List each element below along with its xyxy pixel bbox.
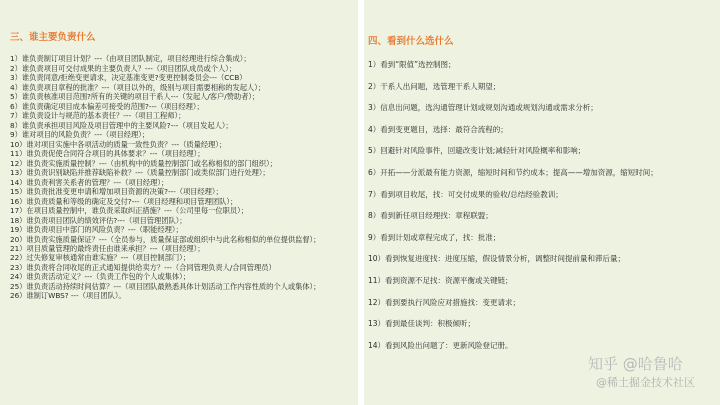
list-item: 21）项目质量管理的最终责任由谁来承担？---（项目经理）； [10,243,205,253]
watermark: 知乎 @哈鲁哈 [588,355,683,373]
right-heading: 四、看到什么选什么 [368,36,454,47]
list-item: 6）开拓——分派最有能力资源，缩短时间和节约成本；提高——增加资源，缩短时间； [368,167,658,177]
list-item: 16）谁负责质量和等级的确定及交付?---（项目经理和项目管理团队）； [10,196,238,206]
list-item: 5）回避针对风险事件，回避改变计划;减轻针对风险概率和影响； [368,146,586,156]
list-item: 12）谁负责实施质量控制？---（由机构中的质量控制部门或名称相似的部门组织）； [10,158,277,168]
list-item: 11）谁负责促使合同符合项目的具体要求？---（项目经理）； [10,149,205,158]
list-item: 2）谁负责项目可交付成果的主要负责人？---（项目团队成员或个人）； [10,63,237,73]
list-item: 14）看到风险出问题了：更新风险登记册。 [368,340,513,350]
list-item: 1）谁负责制订项目计划？---（由项目团队制定，项目经理进行综合集成）； [10,54,251,63]
list-item: 24）谁负责活动定义？---（负责工作包的个人或集体）； [10,272,190,282]
list-item: 2）干系人出问题，选管理干系人期望； [368,81,501,91]
watermark-sub: @稀土掘金技术社区 [596,376,695,389]
left-heading: 三、谁主要负责什么 [10,32,96,43]
list-item: 26）谁制订WBS? ---（项目团队）。 [10,291,126,301]
list-item: 3）谁负责同意/拒绝变更请求，决定基准变更?变更控制委员会---（CCB） [10,73,247,82]
list-item: 13）看到最佳谈判：积极倾听； [368,319,476,329]
list-item: 7）看到项目收尾，找：可交付成果的验收/总结经验教训； [368,189,563,199]
left-list [10,54,352,301]
list-item: 1）看到“限值”选控制图； [368,60,456,69]
list-item: 10）看到恢复进度找：进度压缩，假设情景分析，调整时间提前量和滞后量； [368,254,626,264]
list-item: 4）看到变更题目，选择：最符合流程的； [368,124,508,134]
list-item: 13）谁负责识别缺陷并推荐缺陷补救？---（质量控制部门或类似部门进行处理）； [10,168,270,177]
left-panel [0,0,358,405]
list-item: 20）谁负责实施质量保证？---（全员参与，质量保证部或组织中与此名称相似的单位提供监督）； [10,234,321,244]
list-item: 8）谁负责承担项目风险及项目管理中的主要风险?---（项目发起人）； [10,120,233,130]
list-item: 8）看到新任项目经理找：章程联盟； [368,211,493,221]
list-item: 9）谁对项目的风险负责？---（项目经理）； [10,130,150,139]
list-item: 14）谁负责利害关系者的管理？---（项目经理）； [10,177,169,187]
right-list [368,59,716,361]
list-item: 22）过失修复审核通常由谁实施？---（项目控制部门）； [10,253,190,263]
list-item: 12）看到要执行风险应对措施找：变更请求； [368,297,521,307]
list-item: 5）谁负责核准项目范围?所有的关键的项目干系人---（发起人/客户/赞助者）； [10,92,260,101]
list-item: 6）谁负责确定项目成本偏差可接受的范围?---（项目经理）； [10,101,204,111]
list-item: 4）谁负责项目章程的批准？---（项目以外的，级别与项目需要相称的发起人）； [10,82,266,92]
list-item: 19）谁负责项目中部门的风险负责？---（职能经理）； [10,225,183,234]
list-item: 7）谁负责设计与规范的基本责任？---（项目工程师）； [10,111,186,120]
list-item: 17）在项目质量控制中，谁负责采取纠正措施？---（公司里每一位职员）； [10,206,248,215]
list-item: 18）谁负责项目团队的绩效评估?---（项目管理团队）； [10,215,187,225]
list-item: 25）谁负责活动持续时间估算？---（项目团队最熟悉具体计划活动工作内容性质的个人或集体）； [10,281,321,291]
list-item: 23）谁负责将合同收尾的正式通知提供给卖方？---（合同管理负责人/合同管理员） [10,262,276,272]
list-item: 9）看到计划或章程完成了，找：批准； [368,232,501,242]
list-item: 10）谁对项目实施中各项活动的质量一致性负责？---（质量经理）； [10,139,227,149]
right-panel [364,0,720,405]
list-item: 15）谁负责批准变更申请和增加项目资源的决策?---（项目经理）； [10,187,223,196]
list-item: 3）信息出问题，选沟通管理计划或规划沟通或规划沟通或需求分析； [368,103,598,113]
list-item: 11）看到资源不足找：资源平衡或关键链； [368,275,513,285]
